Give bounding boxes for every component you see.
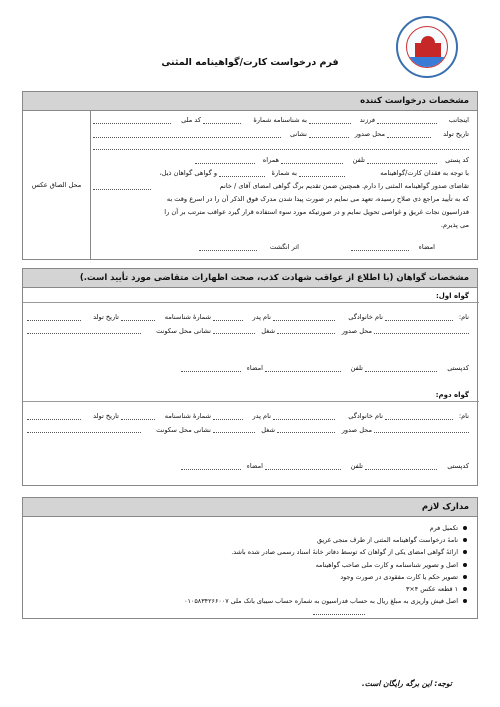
w2-field-address[interactable] xyxy=(27,432,141,433)
w1-field-birth[interactable] xyxy=(27,320,81,321)
para-3: فدراسیون نجات غریق و غواصی تحویل نمایم و در صورتیکه مورد سوء استفاده قرار گیرد عواقب مترتب بر آن را xyxy=(164,208,469,216)
field-address-cont[interactable] xyxy=(93,149,469,150)
label-card-no: به شمارۀ xyxy=(271,169,297,177)
w1-field-job[interactable] xyxy=(213,333,255,334)
photo-placeholder xyxy=(23,111,91,259)
documents-list xyxy=(184,522,467,607)
list-item: نامۀ درخواست گواهینامه المثنی از طرف منجی غریق xyxy=(184,534,467,546)
photo-label: محل الصاق عکس xyxy=(31,181,82,189)
field-witness-name[interactable] xyxy=(93,189,151,190)
label-loss: با توجه به فقدان کارت/گواهینامه xyxy=(380,169,469,177)
w2-label-job: شغل xyxy=(261,426,275,434)
w1-field-id-no[interactable] xyxy=(121,320,155,321)
label-issue: محل صدور xyxy=(354,130,385,138)
w1-field-family[interactable] xyxy=(273,320,335,321)
label-name: اینجانب xyxy=(448,116,469,124)
label-national-code: کد ملی xyxy=(181,116,201,124)
list-item: اصل و تصویر شناسنامه و کارت ملی صاحب گواهینامه xyxy=(184,559,467,571)
label-id-no: به شناسنامه شمارۀ xyxy=(253,116,307,124)
w2-label-family: نام خانوادگی xyxy=(348,412,383,420)
w2-label-phone: تلفن xyxy=(350,462,363,470)
field-birth[interactable] xyxy=(387,137,431,138)
field-signature[interactable] xyxy=(351,250,409,251)
field-mobile[interactable] xyxy=(195,163,255,164)
w2-label-name: نام: xyxy=(458,412,469,420)
field-card-type[interactable] xyxy=(299,176,345,177)
w1-field-signature[interactable] xyxy=(181,371,241,372)
w2-field-extra[interactable] xyxy=(374,432,469,433)
para-2: که به تأیید مراجع ذی صلاح رسیده، تعهد می نمایم در صورت پیدا شدن مدرک فوق الذکر آن را در اسرع وقت به xyxy=(166,195,469,203)
witnesses-section xyxy=(22,268,478,486)
field-fingerprint[interactable] xyxy=(199,250,257,251)
w1-label-job: شغل xyxy=(261,327,275,335)
witness-1-title: گواه اول: xyxy=(435,292,469,300)
field-child[interactable] xyxy=(309,123,351,124)
label-witness-cert: و گواهی گواهان ذیل، xyxy=(159,169,217,177)
w2-label-issue: محل صدور xyxy=(341,426,372,434)
label-birth: تاریخ تولد xyxy=(443,130,469,138)
list-item: ۱ قطعه عکس ۴×۳ xyxy=(184,583,467,595)
label-child: فرزند xyxy=(359,116,375,124)
field-name[interactable] xyxy=(377,123,437,124)
w2-field-id-no[interactable] xyxy=(121,419,155,420)
w2-field-job[interactable] xyxy=(213,432,255,433)
w1-label-name: نام: xyxy=(458,313,469,321)
w2-label-address: نشانی محل سکونت xyxy=(156,426,211,434)
w2-field-birth[interactable] xyxy=(27,419,81,420)
federation-logo xyxy=(396,16,458,78)
w1-field-name[interactable] xyxy=(385,320,453,321)
w1-label-id-no: شمارۀ شناسنامه xyxy=(164,313,211,321)
w2-field-family[interactable] xyxy=(273,419,335,420)
documents-section xyxy=(22,497,478,619)
w1-field-postal[interactable] xyxy=(365,371,437,372)
list-item: ارائۀ گواهی امضای یکی از گواهان که توسط دفاتر خانۀ اسناد رسمی صادر شده باشد. xyxy=(184,546,467,558)
w2-label-id-no: شمارۀ شناسنامه xyxy=(164,412,211,420)
list-item: تکمیل فرم xyxy=(184,522,467,534)
applicant-heading: مشخصات درخواست کننده xyxy=(23,92,477,111)
label-phone: تلفن xyxy=(352,156,365,164)
w1-label-father: نام پدر xyxy=(252,313,271,321)
list-item: اصل فیش واریزی به مبلغ ریال به حساب فدراسیون به شماره حساب سیبای بانک ملی ۰۱۰۵۸۳۴۲۶۶۰۰۷ xyxy=(184,595,467,607)
field-national-code[interactable] xyxy=(93,123,171,124)
w1-field-issue[interactable] xyxy=(277,333,335,334)
para-1: تقاضای صدور گواهینامه المثنی را دارم. همچنین ضمن تقدیم برگ گواهی امضای آقای / خانم xyxy=(219,182,469,190)
documents-heading: مدارک لازم xyxy=(23,498,477,517)
applicant-section xyxy=(22,91,478,260)
form-title: فرم درخواست کارت/گواهینامه المثنی xyxy=(161,57,339,68)
w1-label-issue: محل صدور xyxy=(341,327,372,335)
w1-field-father[interactable] xyxy=(213,320,243,321)
label-fingerprint: اثر انگشت xyxy=(269,243,299,251)
w1-field-address[interactable] xyxy=(27,333,141,334)
w2-field-phone[interactable] xyxy=(265,469,341,470)
para-4: می پذیرم. xyxy=(440,221,469,229)
w2-label-postal: کدپستی xyxy=(447,462,469,470)
w2-field-name[interactable] xyxy=(385,419,453,420)
label-mobile: همراه xyxy=(262,156,279,164)
label-postal: کد پستی xyxy=(445,156,469,164)
w1-label-birth: تاریخ تولد xyxy=(93,313,119,321)
w1-field-phone[interactable] xyxy=(265,371,341,372)
label-signature: امضاء xyxy=(418,243,435,251)
field-postal[interactable] xyxy=(367,163,437,164)
w2-field-postal[interactable] xyxy=(365,469,437,470)
free-form-note: توجه: این برگه رایگان است. xyxy=(361,679,452,688)
field-card-no[interactable] xyxy=(219,176,265,177)
w2-field-signature[interactable] xyxy=(181,469,241,470)
w2-field-issue[interactable] xyxy=(277,432,335,433)
witness-2-title: گواه دوم: xyxy=(435,391,469,399)
w1-label-address: نشانی محل سکونت xyxy=(156,327,211,335)
label-address: نشانی xyxy=(289,130,307,138)
w1-label-family: نام خانوادگی xyxy=(348,313,383,321)
witnesses-heading: مشخصات گواهان (با اطلاع از عواقب شهادت کذب، صحت اظهارات متقاضی مورد تأیید است.) xyxy=(23,269,477,288)
w1-label-signature: امضاء xyxy=(246,364,263,372)
w1-field-extra[interactable] xyxy=(374,333,469,334)
w2-label-birth: تاریخ تولد xyxy=(93,412,119,420)
w2-field-father[interactable] xyxy=(213,419,243,420)
w1-label-postal: کدپستی xyxy=(447,364,469,372)
field-phone[interactable] xyxy=(281,163,343,164)
list-item: تصویر حکم یا کارت مفقودی در صورت وجود xyxy=(184,571,467,583)
field-id-no[interactable] xyxy=(203,123,241,124)
w1-label-phone: تلفن xyxy=(350,364,363,372)
w2-label-signature: امضاء xyxy=(246,462,263,470)
w2-label-father: نام پدر xyxy=(252,412,271,420)
field-issue[interactable] xyxy=(309,137,349,138)
field-fee-amount[interactable] xyxy=(313,614,365,615)
field-address[interactable] xyxy=(93,137,281,138)
